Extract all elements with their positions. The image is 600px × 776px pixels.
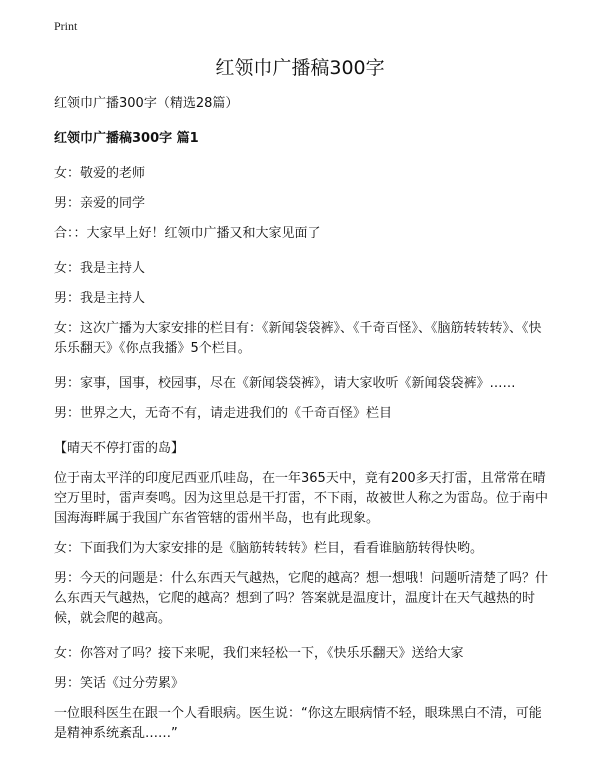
- paragraph-2: 男：亲爱的同学: [54, 196, 146, 211]
- paragraph-9: 【晴天不停打雷的岛】: [54, 441, 185, 456]
- paragraph-10: 位于南太平洋的印度尼西亚爪哇岛，在一年365天中，竟有200多天打雷，且常常在晴空万里时，雷声奏鸣。因为这里总是干打雷，不下雨，故被世人称之为雷岛。位于南中国海海畔属于我国广东省管辖的雷州半岛，也有此现象。: [54, 471, 549, 526]
- paragraph-3: 合：：大家早上好！红领巾广播又和大家见面了: [54, 226, 321, 241]
- print-label: Print: [54, 19, 78, 33]
- paragraph-15: 一位眼科医生在跟一个人看眼病。医生说：“你这左眼病情不轻，眼珠黑白不清，可能是精神系统紊乱……”: [54, 706, 542, 741]
- document-body: [54, 94, 554, 754]
- paragraph-13: 女：你答对了吗？接下来呢，我们来轻松一下，《快乐乐翻天》送给大家: [54, 646, 464, 661]
- paragraph-5: 男：我是主持人: [54, 291, 146, 306]
- paragraph-8: 男：世界之大，无奇不有，请走进我们的《千奇百怪》栏目: [54, 406, 393, 421]
- paragraph-6: 女：这次广播为大家安排的栏目有：《新闻袋袋裤》、《千奇百怪》、《脑筋转转转》、《快乐乐翻天》《你点我播》5个栏目。: [54, 321, 542, 356]
- document-subtitle: 红领巾广播300字（精选28篇）: [54, 96, 239, 111]
- paragraph-4: 女：我是主持人: [54, 261, 146, 276]
- paragraph-7: 男：家事，国事，校园事，尽在《新闻袋袋裤》，请大家收听《新闻袋袋裤》……: [54, 376, 516, 391]
- section-heading: 红领巾广播稿300字 篇1: [54, 131, 199, 146]
- paragraph-11: 女：下面我们为大家安排的是《脑筋转转转》栏目，看看谁脑筋转得快哟。: [54, 541, 484, 556]
- paragraph-12: 男：今天的问题是：什么东西天气越热，它爬的越高？想一想哦！问题听清楚了吗？什么东西天气越热，它爬的越高？想到了吗？答案就是温度计，温度计在天气越热的时候，就会爬的越高。: [54, 571, 549, 626]
- page-title: 红领巾广播稿300字: [215, 57, 385, 79]
- paragraph-14: 男：笑话《过分劳累》: [54, 676, 185, 691]
- paragraph-1: 女：敬爱的老师: [54, 166, 146, 181]
